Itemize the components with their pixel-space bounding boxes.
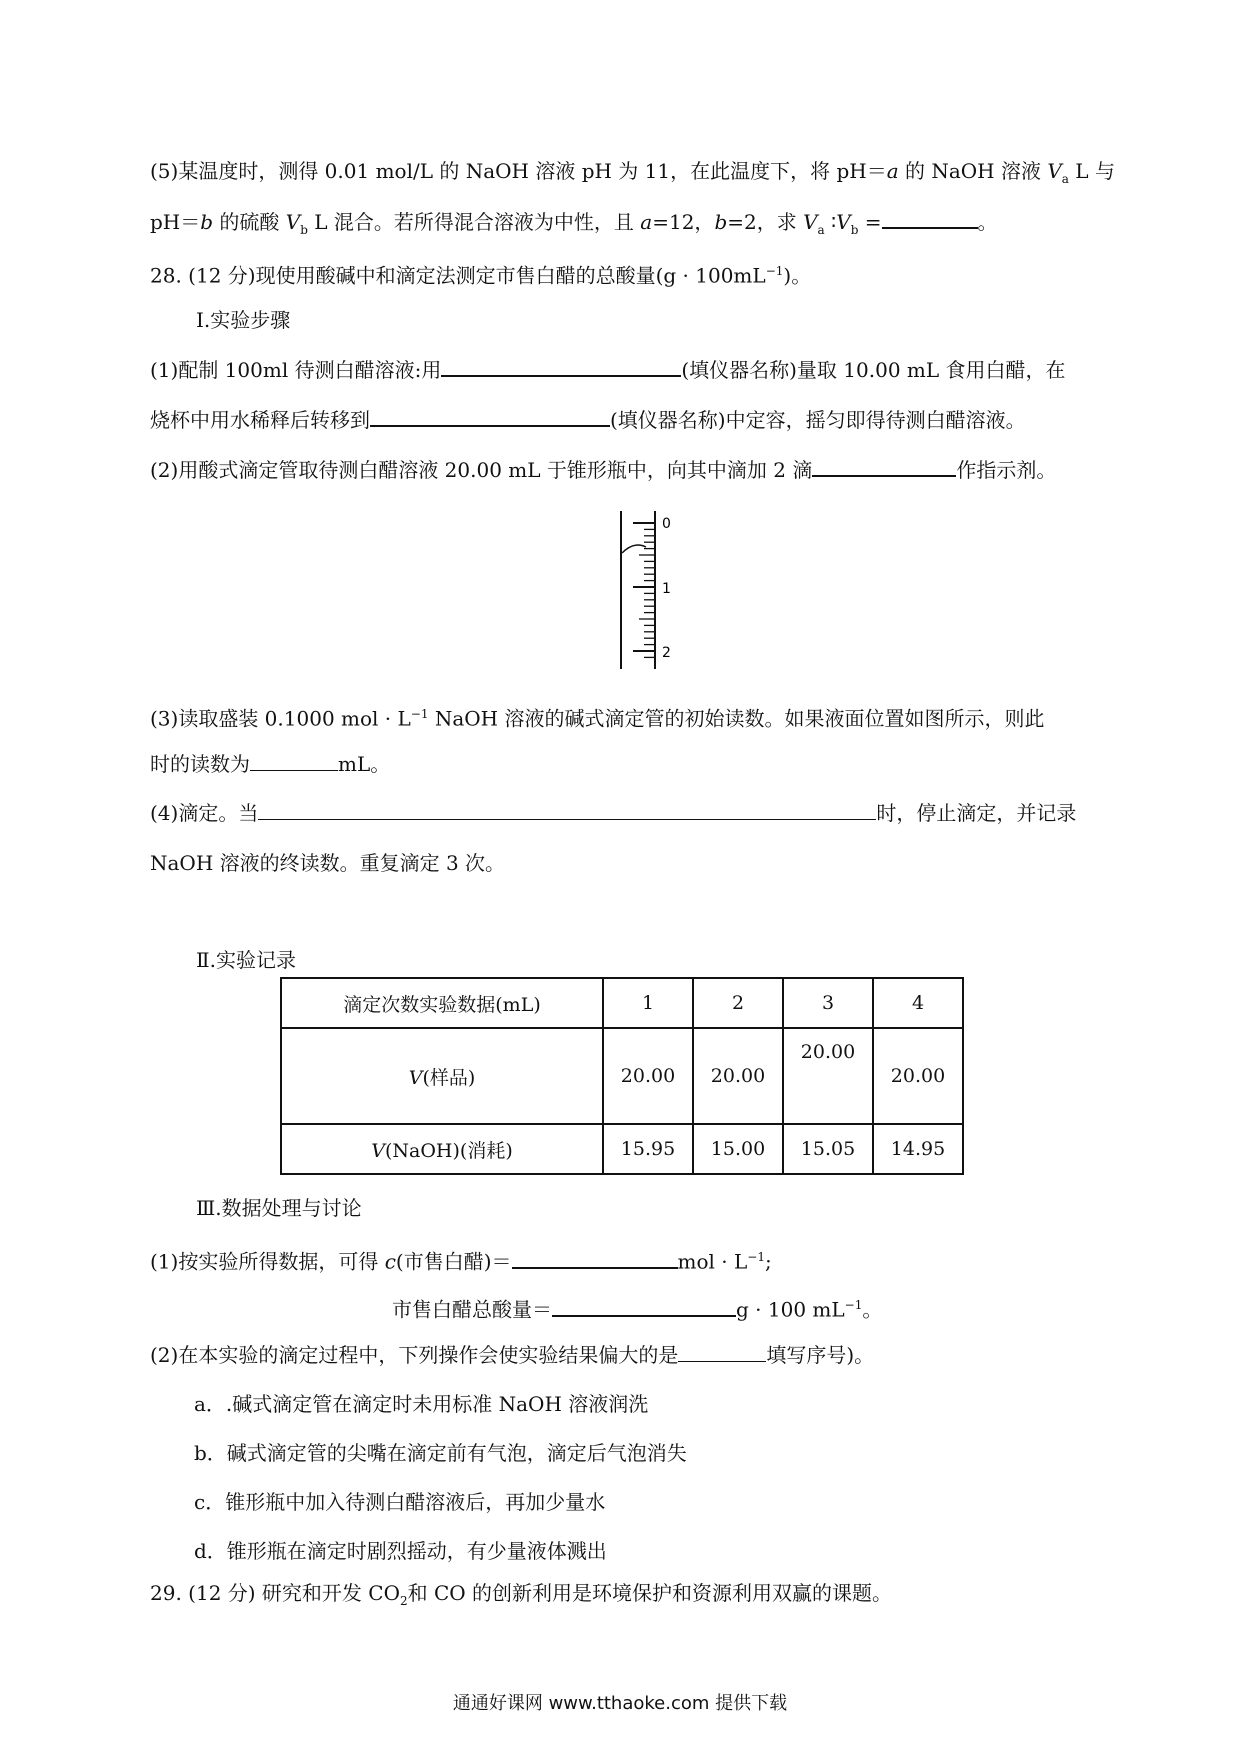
answer-blank-concentration[interactable] [512, 1247, 678, 1269]
q28-title: 28. (12 分)现使用酸碱中和滴定法测定市售白醋的总酸量$(g \cdot 100mL^{-1})$。 [150, 263, 812, 288]
option-c: c．锥形瓶中加入待测白醋溶液后，再加少量水 [194, 1490, 606, 1514]
table-cell: 14.95 [873, 1124, 963, 1174]
option-a: a．.碱式滴定管在滴定时未用标准 NaOH 溶液润洗 [194, 1392, 649, 1416]
table-cell: 15.05 [783, 1124, 873, 1174]
burette-label-1: 1 [662, 581, 671, 597]
table-row [281, 1028, 963, 1124]
table-header-row [281, 978, 963, 1028]
table-col-3: 3 [783, 978, 873, 1028]
q27-5-line2: pH＝b 的硫酸 $V_b$ L 混合。若所得混合溶液为中性，且 a=12，b=2，求 $V_a$ $∶V_b$ = 。 [150, 207, 998, 244]
footer-watermark: 通通好课网 www.tthaoke.com 提供下载 [452, 1693, 788, 1714]
burette-label-0: 0 [662, 516, 671, 532]
q27-5-line1: (5)某温度时，测得 0.01 mol/L 的 NaOH 溶液 pH 为 11，在此温度下，将 pH＝a 的 NaOH 溶液 $V_a$ L 与 [150, 159, 1115, 186]
experiment-record-table [280, 977, 964, 1175]
table-cell: 15.00 [693, 1124, 783, 1174]
step3-line1: (3)读取盛装 0.1000 mol · $L^{-1}$ NaOH 溶液的碱式滴定管的初始读数。如果液面位置如图所示，则此 [150, 706, 1045, 731]
step2-line: (2)用酸式滴定管取待测白醋溶液 20.00 mL 于锥形瓶中，向其中滴加 2 滴 作指示剂。 [150, 455, 1056, 484]
option-d: d．锥形瓶在滴定时剧烈摇动，有少量液体溅出 [194, 1539, 607, 1563]
table-cell: 20.00 [693, 1028, 783, 1124]
answer-blank-endpoint[interactable] [258, 799, 876, 820]
answer-blank-ratio[interactable] [882, 207, 978, 229]
burette-diagram [612, 505, 712, 675]
burette-label-2: 2 [662, 645, 671, 661]
discussion-2-line: (2)在本实验的滴定过程中，下列操作会使实验结果偏大的是 填写序号)。 [150, 1343, 875, 1367]
option-b: b．碱式滴定管的尖嘴在滴定前有气泡，滴定后气泡消失 [194, 1441, 687, 1465]
table-col-1: 1 [603, 978, 693, 1028]
answer-blank-instrument-1[interactable] [441, 355, 681, 377]
step4-line1: (4)滴定。当 时，停止滴定，并记录 [150, 801, 1077, 825]
row-label-sample: V(样品) [281, 1028, 603, 1124]
table-col-4: 4 [873, 978, 963, 1028]
table-cell: 20.00 [603, 1028, 693, 1124]
table-header-cell: 滴定次数实验数据(mL) [281, 978, 603, 1028]
step1-line1: (1)配制 100ml 待测白醋溶液:用 (填仪器名称)量取 10.00 mL 食用白醋，在 [150, 355, 1066, 384]
table-cell: 15.95 [603, 1124, 693, 1174]
row-label-naoh: V(NaOH)(消耗) [281, 1124, 603, 1174]
step1-line2: 烧杯中用水稀释后转移到 (填仪器名称)中定容，摇匀即得待测白醋溶液。 [150, 405, 1026, 434]
discussion-1-line1: (1)按实验所得数据，可得 c(市售白醋)＝ mol · $L^{-1}$; [150, 1243, 772, 1276]
answer-blank-reading[interactable] [250, 750, 338, 771]
table-cell: 20.00 [783, 1028, 873, 1124]
table-cell: 20.00 [873, 1028, 963, 1124]
section-2-heading: Ⅱ.实验记录 [196, 948, 296, 972]
step4-line2: NaOH 溶液的终读数。重复滴定 3 次。 [150, 851, 506, 875]
table-col-2: 2 [693, 978, 783, 1028]
q29-line: 29. (12 分) 研究和开发 $CO_2$和 CO 的创新利用是环境保护和资源利用双赢的课题。 [150, 1581, 893, 1608]
answer-blank-indicator[interactable] [812, 455, 956, 477]
section-1-heading: Ⅰ.实验步骤 [196, 308, 291, 332]
answer-blank-total-acid[interactable] [552, 1295, 736, 1317]
answer-blank-instrument-2[interactable] [370, 405, 610, 427]
step3-line2: 时的读数为 mL。 [150, 752, 391, 776]
discussion-1-line2: 市售白醋总酸量＝ g · 100 $mL^{-1}$。 [392, 1291, 882, 1324]
answer-blank-choice[interactable] [678, 1341, 766, 1362]
section-3-heading: Ⅲ.数据处理与讨论 [196, 1196, 362, 1220]
table-row [281, 1124, 963, 1174]
